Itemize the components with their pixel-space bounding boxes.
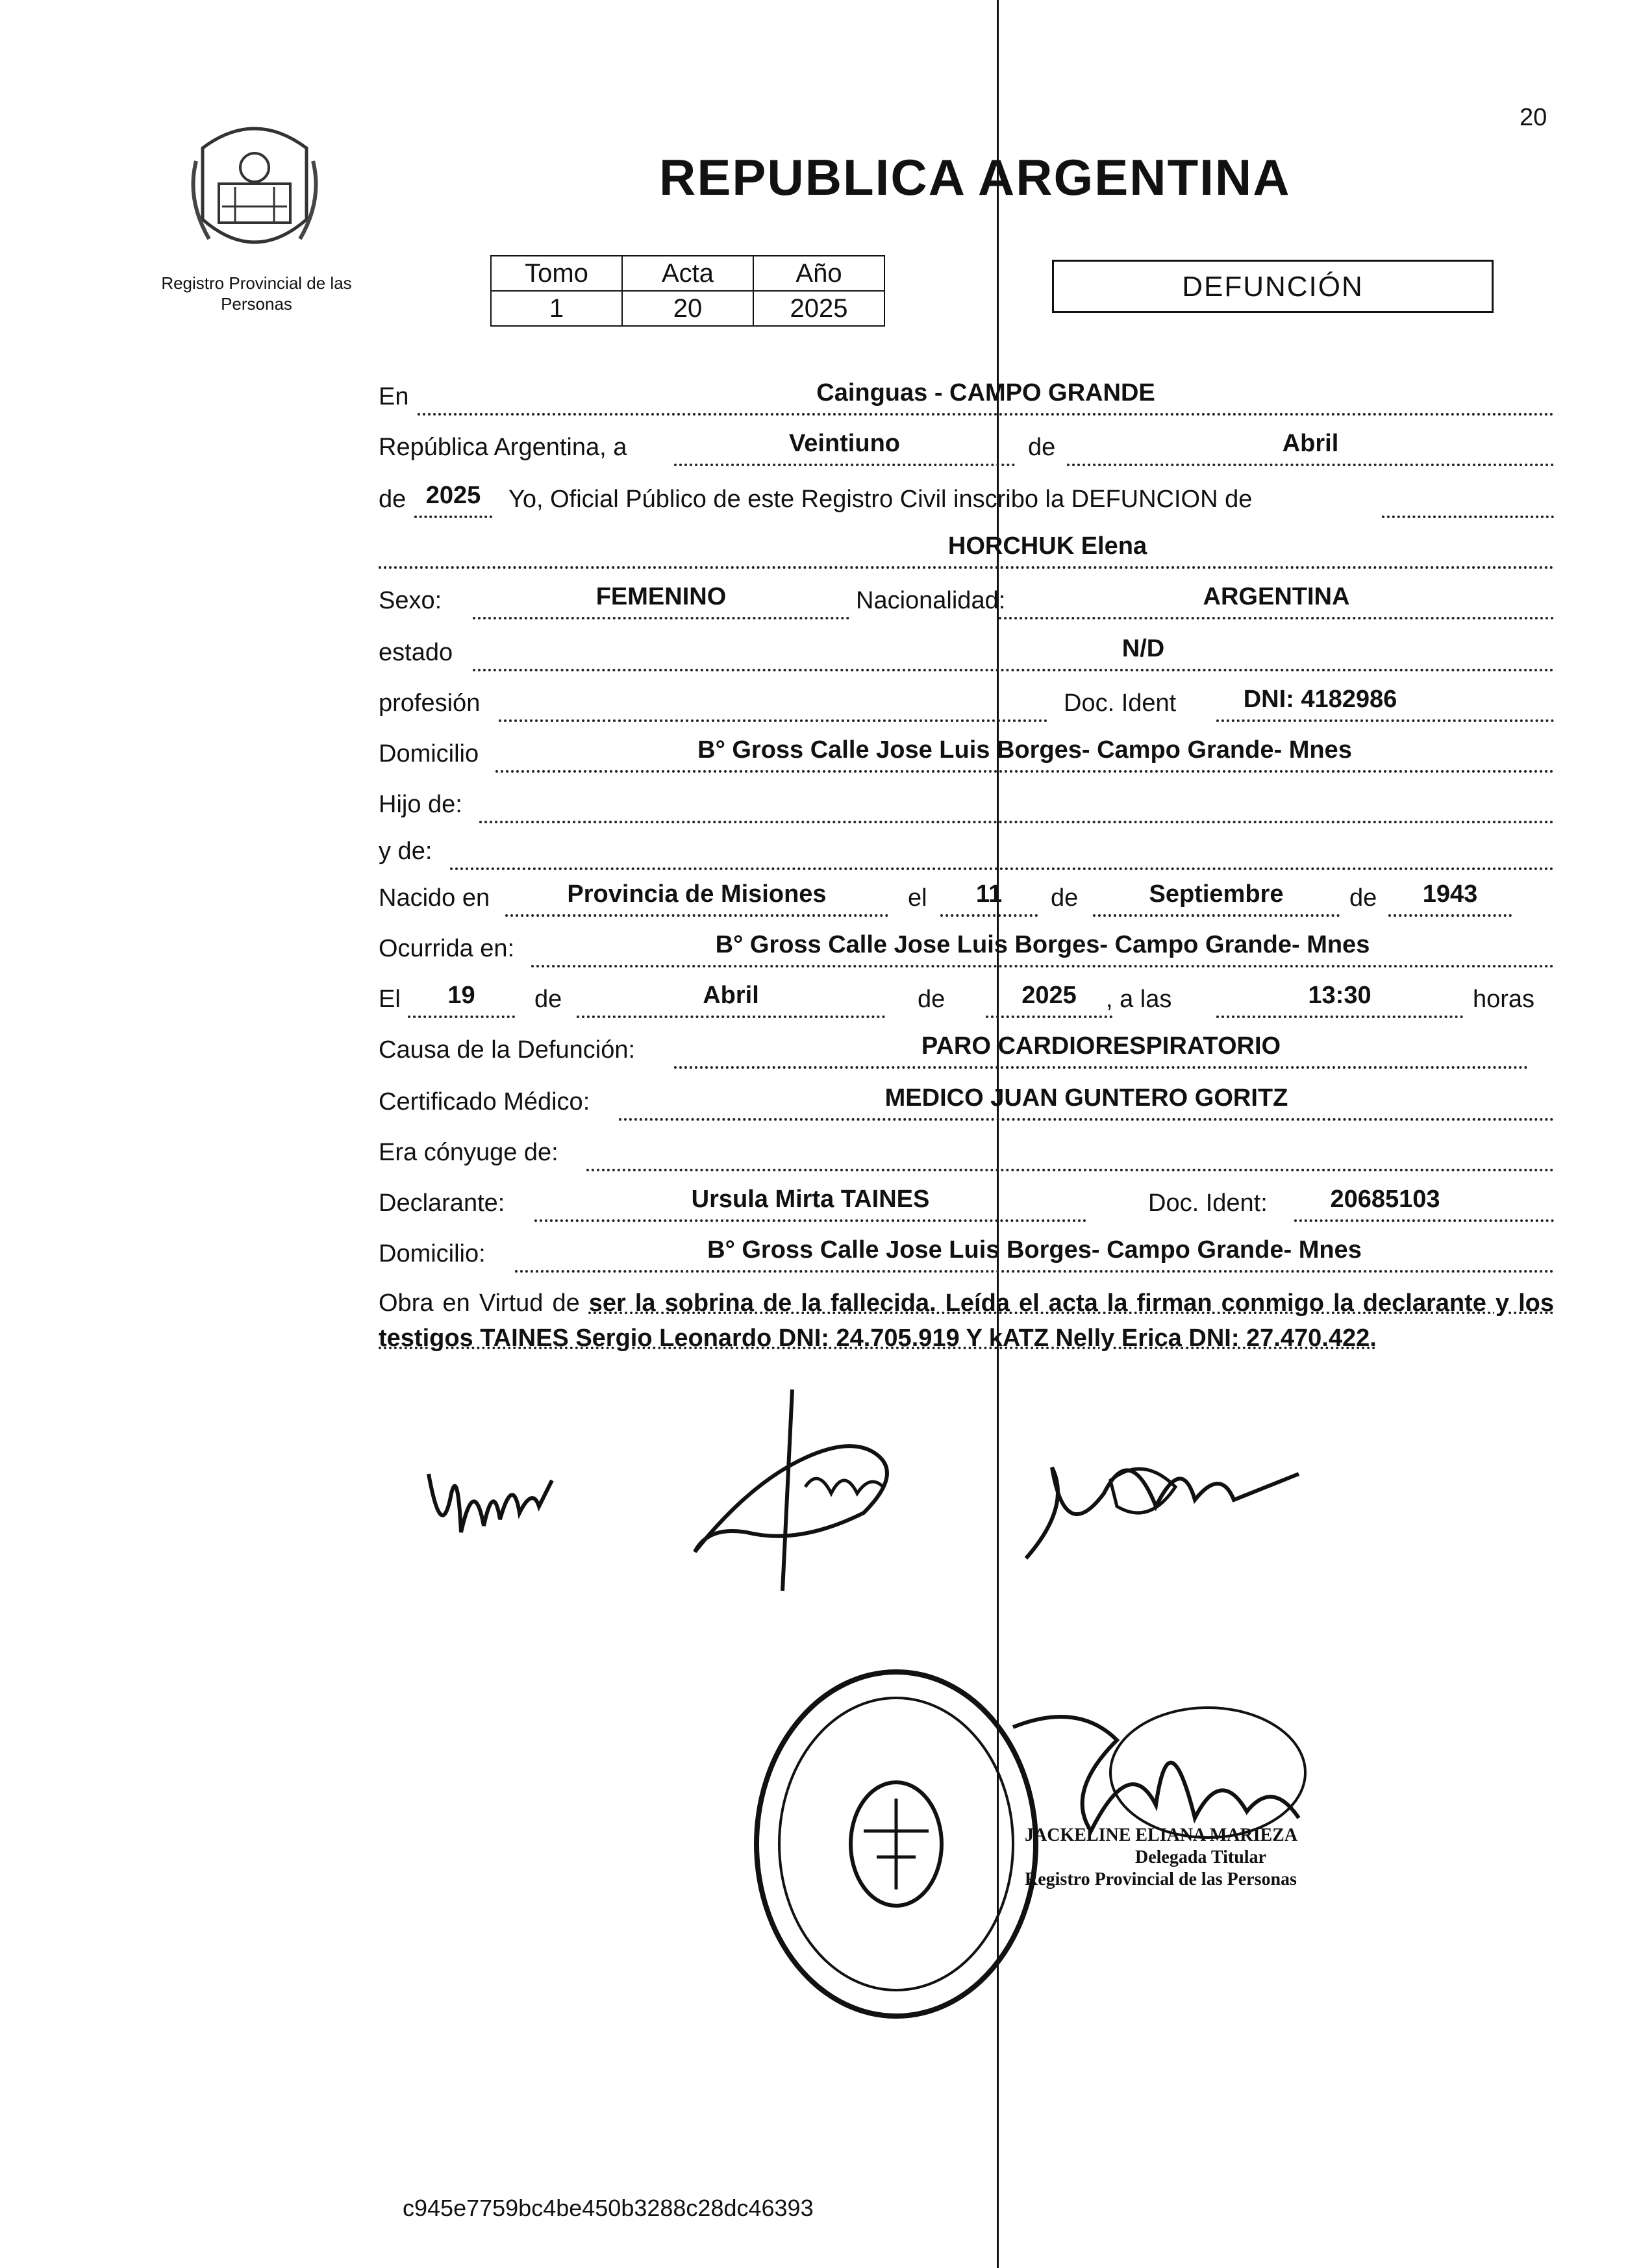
- def-dia-value: 19: [447, 982, 475, 1009]
- hijo-field: [479, 791, 1554, 823]
- nac-mes-field: [1093, 880, 1340, 917]
- row-causa: [379, 1032, 1554, 1075]
- def-anio-field: [986, 982, 1112, 1018]
- signature-oficial-icon: [422, 1454, 571, 1552]
- profesion-field: [499, 690, 1047, 722]
- horas-label: horas: [1473, 986, 1535, 1013]
- anio-value: 2025: [753, 291, 884, 326]
- row-estado: [379, 635, 1554, 678]
- signature-testigo-icon: [1013, 1428, 1312, 1578]
- row-certificado: [379, 1084, 1554, 1127]
- nombre-field: [379, 532, 1554, 569]
- def-mes-field: [577, 982, 885, 1018]
- causa-value: PARO CARDIORESPIRATORIO: [921, 1032, 1281, 1060]
- yde-label: y de:: [379, 838, 432, 865]
- hora-value: 13:30: [1308, 982, 1371, 1009]
- official-office: Registro Provincial de las Personas: [1025, 1869, 1297, 1889]
- row-republica: [379, 430, 1554, 473]
- nac-anio-value: 1943: [1422, 880, 1478, 908]
- yde-field: [450, 838, 1554, 870]
- el2-label: El: [379, 986, 401, 1013]
- obra-value: ser la sobrina de la fallecida. Leída el acta la firman conmigo la declarante y los testigos TAINES Sergio Leonardo DNI: 24.705.919 Y kATZ Nelly Erica DNI: 27.470.422.: [379, 1290, 1554, 1352]
- def-dia-field: [408, 982, 515, 1018]
- sexo-label: Sexo:: [379, 587, 442, 614]
- decl-doc-label: Doc. Ident:: [1148, 1190, 1268, 1217]
- mes-value: Abril: [1282, 430, 1339, 457]
- domicilio-label: Domicilio: [379, 740, 479, 767]
- ocurrida-field: [531, 931, 1554, 967]
- ocurrida-label: Ocurrida en:: [379, 935, 515, 962]
- row-hijo: [379, 791, 1554, 830]
- alas-label: , a las: [1106, 986, 1172, 1013]
- hijo-label: Hijo de:: [379, 791, 462, 818]
- record-table: [490, 255, 885, 327]
- sexo-value: FEMENINO: [595, 583, 727, 610]
- decl-doc-field: [1294, 1186, 1554, 1222]
- obra-label: Obra en Virtud de: [379, 1290, 580, 1317]
- row-sexo: [379, 583, 1554, 626]
- official-name: JACKELINE ELIANA MARIEZA: [1025, 1825, 1298, 1845]
- anio-header: Año: [753, 256, 884, 291]
- acta-value: 20: [622, 291, 753, 326]
- official-stamp: [1025, 1825, 1297, 1891]
- anio-field: [414, 482, 492, 518]
- signature-declarante-icon: [669, 1383, 942, 1597]
- document-type-box: DEFUNCIÓN: [1052, 260, 1494, 313]
- hora-field: [1216, 982, 1463, 1018]
- nacido-label: Nacido en: [379, 884, 490, 912]
- declarante-value: Ursula Mirta TAINES: [691, 1186, 930, 1213]
- causa-label: Causa de la Defunción:: [379, 1036, 636, 1064]
- nac-dia-field: [940, 880, 1038, 917]
- row-en: [379, 379, 1554, 422]
- decl-dom-value: B° Gross Calle Jose Luis Borges- Campo Grande- Mnes: [707, 1236, 1362, 1264]
- nacido-value: Provincia de Misiones: [567, 880, 827, 908]
- nacionalidad-value: ARGENTINA: [1203, 583, 1350, 610]
- nacionalidad-field: [999, 583, 1554, 619]
- obra-paragraph: [379, 1286, 1554, 1356]
- el-label: el: [908, 884, 927, 912]
- declarante-label: Declarante:: [379, 1190, 505, 1217]
- conyuge-field: [586, 1139, 1554, 1171]
- registry-label: Registro Provincial de las Personas: [161, 273, 352, 314]
- row-domicilio: [379, 736, 1554, 779]
- official-role: Delegada Titular: [1135, 1847, 1266, 1867]
- row-declarante: [379, 1186, 1554, 1228]
- row-nacido: [379, 880, 1554, 923]
- en-label: En: [379, 383, 409, 410]
- estado-field: [473, 635, 1554, 671]
- nacido-field: [505, 880, 888, 917]
- domicilio-field: [495, 736, 1554, 773]
- province-crest-icon: [183, 109, 326, 265]
- de3-label: de: [1051, 884, 1079, 912]
- doc-value: DNI: 4182986: [1243, 686, 1397, 713]
- nombre-value: HORCHUK Elena: [947, 532, 1147, 560]
- domicilio-value: B° Gross Calle Jose Luis Borges- Campo Grande- Mnes: [697, 736, 1352, 764]
- de-label: de: [1028, 434, 1056, 461]
- de2-label: de: [379, 486, 407, 513]
- en-value: Cainguas - CAMPO GRANDE: [816, 379, 1155, 406]
- decl-dom-field: [515, 1236, 1554, 1273]
- row-fecha-defuncion: [379, 982, 1554, 1025]
- row-decl-domicilio: [379, 1236, 1554, 1279]
- acta-header: Acta: [622, 256, 753, 291]
- profesion-label: profesión: [379, 690, 481, 717]
- republica-label: República Argentina, a: [379, 434, 627, 461]
- inscribo-tail-field: [1382, 486, 1554, 518]
- nac-dia-value: 11: [975, 880, 1003, 908]
- row-profesion: [379, 686, 1554, 729]
- inscribo-text: Yo, Oficial Público de este Registro Civil inscribo la DEFUNCION de: [508, 486, 1253, 513]
- row-inscribo: [379, 482, 1554, 525]
- de4-label: de: [1349, 884, 1377, 912]
- nacionalidad-label: Nacionalidad:: [856, 587, 1006, 614]
- dia-field: [674, 430, 1015, 466]
- dia-value: Veintiuno: [789, 430, 900, 457]
- row-nombre: [379, 532, 1554, 575]
- en-field: [418, 379, 1554, 416]
- row-conyuge: [379, 1139, 1554, 1178]
- estado-value: N/D: [1121, 635, 1165, 662]
- nac-anio-field: [1388, 880, 1512, 917]
- page-number: 20: [1520, 104, 1547, 131]
- certificado-label: Certificado Médico:: [379, 1088, 590, 1115]
- tomo-header: Tomo: [491, 256, 622, 291]
- anio-inscripcion-value: 2025: [425, 482, 481, 509]
- decl-doc-value: 20685103: [1330, 1186, 1440, 1213]
- def-mes-value: Abril: [703, 982, 759, 1009]
- document-title: REPUBLICA ARGENTINA: [659, 149, 1291, 206]
- estado-label: estado: [379, 639, 453, 666]
- de5-label: de: [534, 986, 562, 1013]
- de6-label: de: [918, 986, 945, 1013]
- certificado-value: MEDICO JUAN GUNTERO GORITZ: [884, 1084, 1288, 1112]
- document-hash: c945e7759bc4be450b3288c28dc46393: [403, 2195, 814, 2221]
- tomo-value: 1: [491, 291, 622, 326]
- row-ocurrida: [379, 931, 1554, 974]
- causa-field: [674, 1032, 1528, 1069]
- row-yde: [379, 838, 1554, 877]
- mes-field: [1067, 430, 1554, 466]
- decl-dom-label: Domicilio:: [379, 1240, 486, 1267]
- sexo-field: [473, 583, 849, 619]
- certificado-field: [619, 1084, 1554, 1121]
- nac-mes-value: Septiembre: [1149, 880, 1284, 908]
- def-anio-value: 2025: [1021, 982, 1077, 1009]
- doc-field: [1216, 686, 1554, 722]
- ocurrida-value: B° Gross Calle Jose Luis Borges- Campo Grande- Mnes: [715, 931, 1370, 958]
- declarante-field: [534, 1186, 1086, 1222]
- conyuge-label: Era cónyuge de:: [379, 1139, 558, 1166]
- doc-label: Doc. Ident: [1064, 690, 1177, 717]
